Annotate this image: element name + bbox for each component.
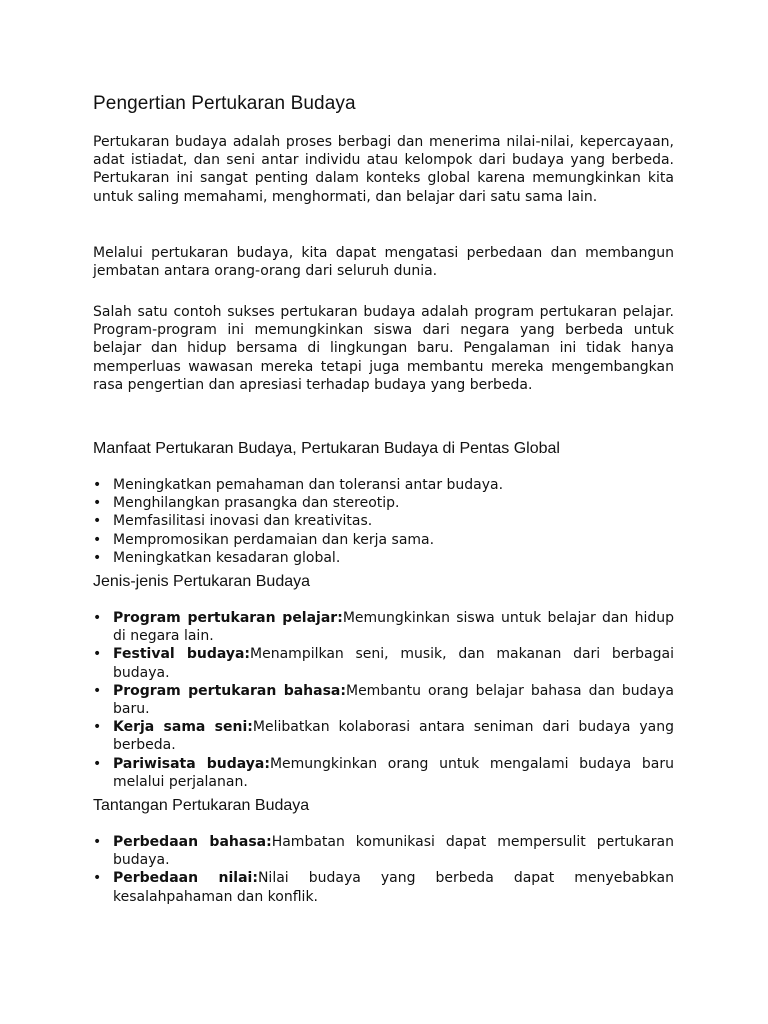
list-item-term: Festival budaya: [113,646,251,663]
list-item: • Meningkatkan kesadaran global. [93,549,674,567]
list-item-term: Program pertukaran bahasa: [113,682,346,699]
list-item-desc: Hambatan komunikasi dapat mempersulit pertukaran budaya. [113,834,674,869]
list-item [93,833,674,869]
page-title: Pengertian Pertukaran Budaya [93,93,356,114]
types-heading: Jenis-jenis Pertukaran Budaya [93,573,311,590]
list-item-desc: Menampilkan seni, musik, dan makanan dari berbagai budaya. [113,646,674,681]
list-item-term: Perbedaan bahasa: [113,834,272,850]
list-item [93,682,674,718]
list-item-term: Pariwisata budaya: [113,755,270,772]
bridge-paragraph: Melalui pertukaran budaya, kita dapat mengatasi perbedaan dan membangun jembatan antara orang-orang dari seluruh dunia. [93,245,674,280]
list-item-term: Program pertukaran pelajar: [113,610,343,626]
list-item-term: Perbedaan nilai: [113,870,258,887]
list-item: • Mempromosikan perdamaian dan kerja sama. [93,531,674,549]
list-item-desc: Membantu orang belajar bahasa dan budaya baru. [113,682,674,718]
list-item-desc: Memungkinkan siswa untuk belajar dan hidup di negara lain. [113,610,674,645]
challenges-heading: Tantangan Pertukaran Budaya [93,797,310,814]
benefits-heading: Manfaat Pertukaran Budaya, Pertukaran Budaya di Pentas Global [93,440,560,457]
benefits-list [93,476,674,567]
challenges-list [93,833,674,906]
list-item: • Meningkatkan pemahaman dan toleransi antar budaya. [93,476,674,494]
list-item-term: Kerja sama seni: [113,719,253,736]
list-item [93,609,674,645]
list-item [93,718,674,754]
list-item [93,755,674,791]
example-paragraph: Salah satu contoh sukses pertukaran budaya adalah program pertukaran pelajar. Program-program ini memungkinkan siswa dari negara yang berbeda untuk belajar dan hidup bersama di lingkungan baru. Pengalaman ini tidak hanya memperluas wawasan mereka tetapi juga membantu mereka mengembangkan rasa pengertian dan apresiasi terhadap budaya yang berbeda. [93,304,674,393]
types-list [93,609,674,791]
intro-paragraph: Pertukaran budaya adalah proses berbagi dan menerima nilai-nilai, kepercayaan, adat istiadat, dan seni antar individu atau kelompok dari budaya yang berbeda. Pertukaran ini sangat penting dalam konteks global karena memungkinkan kita untuk saling memahami, menghormati, dan belajar dari satu sama lain. [93,134,674,205]
list-item-desc: Memungkinkan orang untuk mengalami budaya baru melalui perjalanan. [113,755,675,790]
list-item [93,645,674,681]
list-item: • Menghilangkan prasangka dan stereotip. [93,494,674,512]
list-item: • Memfasilitasi inovasi dan kreativitas. [93,512,674,530]
list-item [93,869,674,905]
list-item-desc: Nilai budaya yang berbeda dapat menyebabkan kesalahpahaman dan konflik. [113,870,674,905]
list-item-desc: Melibatkan kolaborasi antara seniman dari budaya yang berbeda. [113,719,674,754]
